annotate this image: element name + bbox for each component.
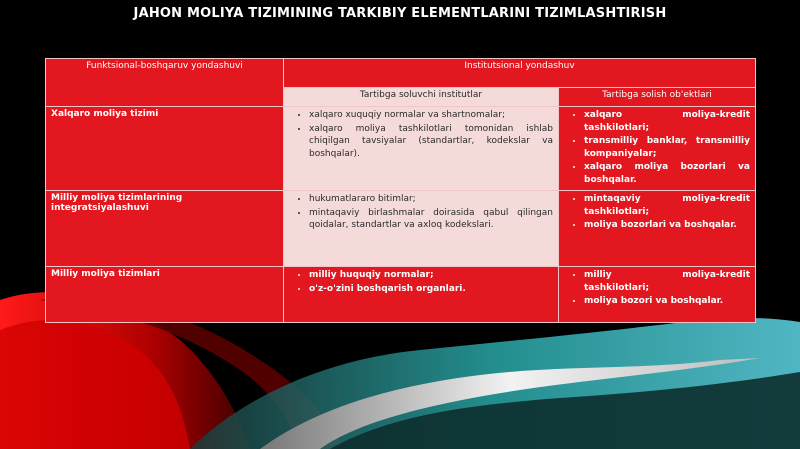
list-item: • xalqaro moliya tashkilotlari tomonidan ishlab chiqilgan tavsiyalar (standartlar, kodekslar va boshqalar). <box>309 123 553 162</box>
row-label-international: Xalqaro moliya tizimi <box>46 107 284 191</box>
list-item: • moliya bozori va boshqalar. <box>584 295 750 309</box>
list-item: • hukumatlararo bitimlar; <box>309 193 553 207</box>
subheader-regulating-institutions: Tartibga soluvchi institutlar <box>284 88 559 107</box>
list-item: • milliy moliya-kredit tashkilotlari; <box>584 269 750 295</box>
row-label-integration: Milliy moliya tizimlarining integratsiyalashuvi <box>46 191 284 267</box>
list-item: • mintaqaviy moliya-kredit tashkilotlari; <box>584 193 750 219</box>
list-item: • milliy huquqiy normalar; <box>309 269 553 283</box>
subheader-regulation-objects: Tartibga solish ob'ektlari <box>559 88 756 107</box>
header-institutional-approach: Institutsional yondashuv <box>284 59 756 88</box>
objects-cell-international <box>559 107 756 191</box>
institutions-cell-integration <box>284 191 559 267</box>
list-item: • mintaqaviy birlashmalar doirasida qabul qilingan qoidalar, standartlar va axloq kodekslari. <box>309 207 553 233</box>
objects-cell-national <box>559 267 756 323</box>
institutions-cell-national <box>284 267 559 323</box>
list-item: • xalqaro moliya bozorlari va boshqalar. <box>584 161 750 187</box>
list-item: • moliya bozorlari va boshqalar. <box>584 219 750 233</box>
list-item: • transmilliy banklar, transmilliy kompaniyalar; <box>584 135 750 161</box>
header-functional-approach: Funktsional-boshqaruv yondashuvi <box>46 59 284 107</box>
page-title: JAHON MOLIYA TIZIMINING TARKIBIY ELEMENTLARINI TIZIMLASHTIRISH <box>133 6 667 21</box>
row-label-national: Milliy moliya tizimlari <box>46 267 284 323</box>
objects-cell-integration <box>559 191 756 267</box>
institutions-cell-international <box>284 107 559 191</box>
list-item: • xalqaro moliya-kredit tashkilotlari; <box>584 109 750 135</box>
list-item: • xalqaro xuquqiy normalar va shartnomalar; <box>309 109 553 123</box>
list-item: • o'z-o'zini boshqarish organlari. <box>309 283 553 297</box>
classification-table <box>45 58 756 323</box>
